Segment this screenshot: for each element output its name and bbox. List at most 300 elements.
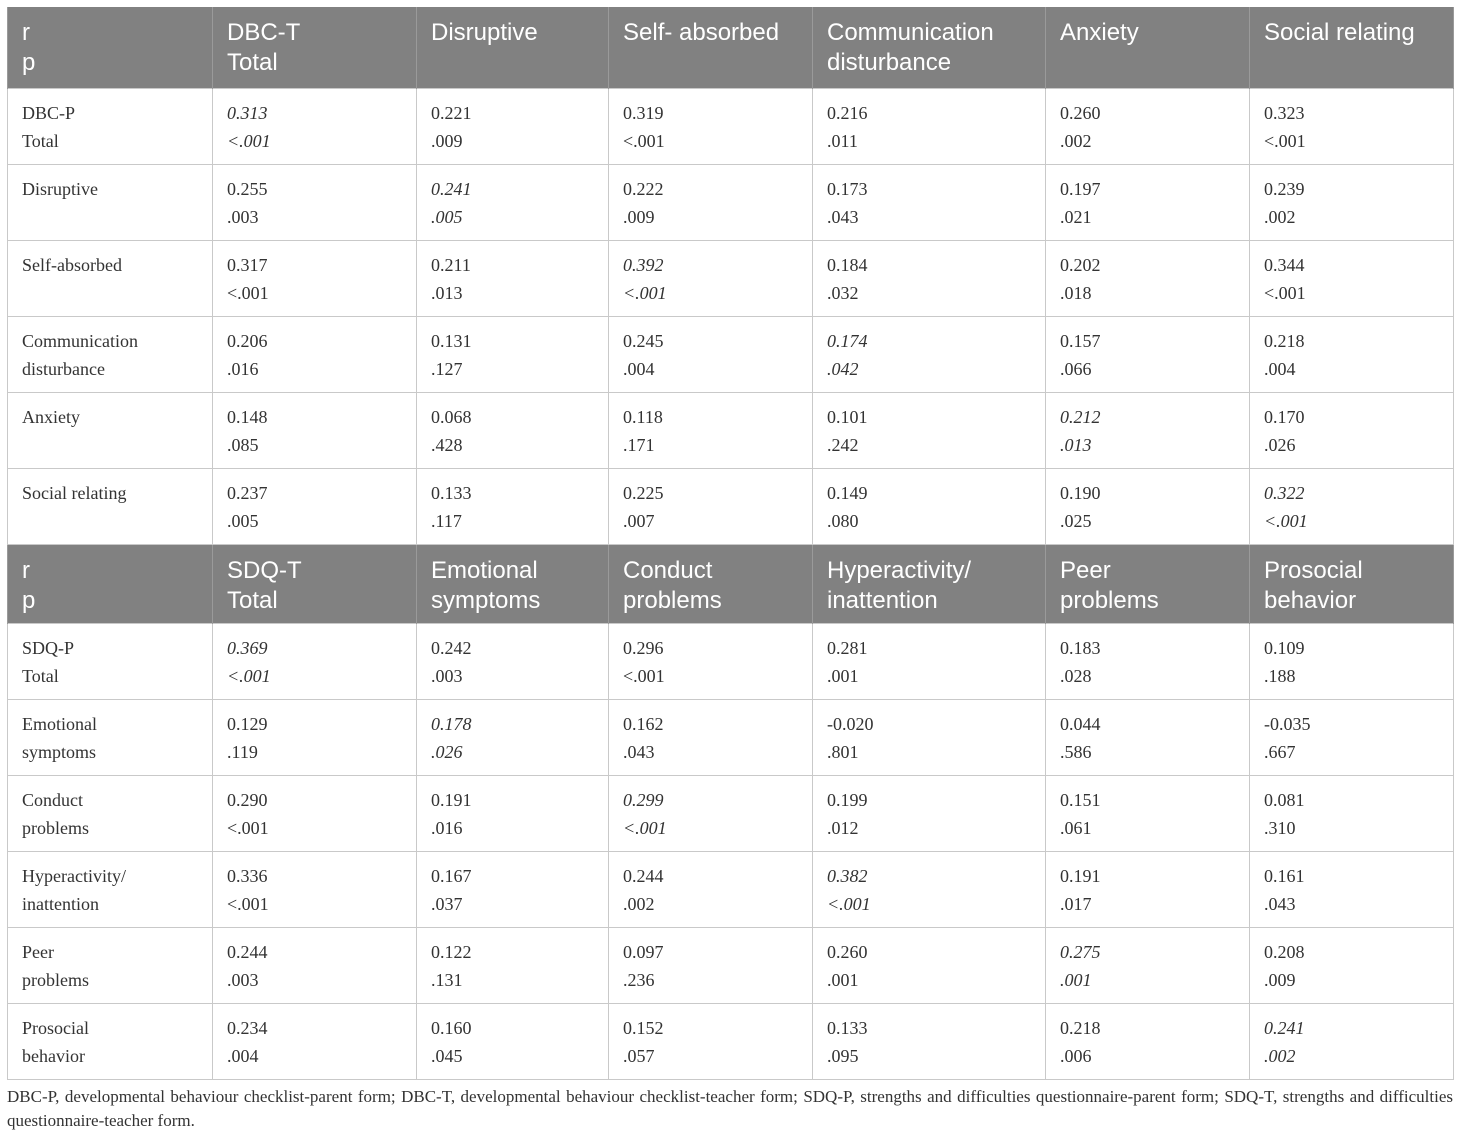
cell-line: .171 bbox=[623, 434, 655, 455]
cell-line: 0.211 bbox=[431, 254, 471, 275]
cell-line: inattention bbox=[827, 586, 938, 614]
cell-line: .003 bbox=[227, 969, 259, 990]
value-cell bbox=[813, 927, 1046, 1003]
value-cell bbox=[213, 623, 417, 699]
cell-line: 0.241 bbox=[1264, 1017, 1305, 1038]
row-label-cell bbox=[8, 851, 213, 927]
cell-line: Prosocial bbox=[22, 1017, 89, 1038]
value-cell bbox=[213, 851, 417, 927]
column-header-cell bbox=[813, 544, 1046, 623]
cell-line: 0.160 bbox=[431, 1017, 472, 1038]
cell-line: .005 bbox=[431, 206, 463, 227]
cell-line: 0.149 bbox=[827, 482, 868, 503]
cell-line: <.001 bbox=[623, 665, 665, 686]
table-row bbox=[8, 1003, 1454, 1079]
cell-line: 0.234 bbox=[227, 1017, 268, 1038]
cell-line: 0.044 bbox=[1060, 713, 1101, 734]
row-label-cell bbox=[8, 775, 213, 851]
value-cell bbox=[813, 851, 1046, 927]
cell-line: 0.212 bbox=[1060, 406, 1101, 427]
cell-line: 0.317 bbox=[227, 254, 268, 275]
header-row bbox=[8, 544, 1454, 623]
cell-line: 0.122 bbox=[431, 941, 472, 962]
cell-line: 0.199 bbox=[827, 789, 868, 810]
cell-line: .003 bbox=[431, 665, 463, 686]
cell-line: 0.109 bbox=[1264, 637, 1305, 658]
cell-line: 0.290 bbox=[227, 789, 268, 810]
cell-line: .016 bbox=[227, 358, 259, 379]
column-header-cell bbox=[1046, 544, 1250, 623]
row-label-cell bbox=[8, 699, 213, 775]
value-cell bbox=[813, 775, 1046, 851]
cell-line: .667 bbox=[1264, 741, 1296, 762]
column-header-cell bbox=[1250, 7, 1454, 88]
column-header-cell bbox=[1250, 544, 1454, 623]
cell-line: <.001 bbox=[227, 665, 271, 686]
value-cell bbox=[1046, 88, 1250, 164]
cell-line: 0.133 bbox=[827, 1017, 868, 1038]
cell-line: 0.216 bbox=[827, 102, 868, 123]
cell-line: .001 bbox=[1060, 969, 1092, 990]
corner-header-cell bbox=[8, 544, 213, 623]
value-cell bbox=[1250, 468, 1454, 544]
table-row bbox=[8, 851, 1454, 927]
cell-line: 0.260 bbox=[827, 941, 868, 962]
cell-line: .025 bbox=[1060, 510, 1092, 531]
value-cell bbox=[1046, 392, 1250, 468]
cell-line: 0.319 bbox=[623, 102, 664, 123]
row-label-cell bbox=[8, 468, 213, 544]
cell-line: 0.260 bbox=[1060, 102, 1101, 123]
cell-line: .117 bbox=[431, 510, 462, 531]
header-row bbox=[8, 7, 1454, 88]
cell-line: 0.081 bbox=[1264, 789, 1305, 810]
cell-line: 0.241 bbox=[431, 178, 472, 199]
value-cell bbox=[417, 851, 609, 927]
value-cell bbox=[813, 699, 1046, 775]
cell-line: 0.097 bbox=[623, 941, 664, 962]
value-cell bbox=[1046, 623, 1250, 699]
value-cell bbox=[1250, 927, 1454, 1003]
value-cell bbox=[1046, 927, 1250, 1003]
cell-line: .003 bbox=[227, 206, 259, 227]
cell-line: .026 bbox=[431, 741, 463, 762]
value-cell bbox=[813, 623, 1046, 699]
value-cell bbox=[417, 88, 609, 164]
cell-line: Emotional bbox=[431, 556, 538, 584]
cell-line: Peer bbox=[1060, 556, 1111, 584]
cell-line: .017 bbox=[1060, 893, 1092, 914]
value-cell bbox=[1250, 164, 1454, 240]
value-cell bbox=[417, 392, 609, 468]
table-body bbox=[8, 7, 1454, 1079]
value-cell bbox=[813, 316, 1046, 392]
value-cell bbox=[609, 164, 813, 240]
cell-line: <.001 bbox=[623, 817, 667, 838]
value-cell bbox=[813, 240, 1046, 316]
cell-line: 0.218 bbox=[1264, 330, 1305, 351]
cell-line: 0.157 bbox=[1060, 330, 1101, 351]
value-cell bbox=[813, 88, 1046, 164]
cell-line: .057 bbox=[623, 1045, 655, 1066]
cell-line: .002 bbox=[623, 893, 655, 914]
value-cell bbox=[417, 164, 609, 240]
value-cell bbox=[213, 316, 417, 392]
cell-line: 0.162 bbox=[623, 713, 664, 734]
cell-line: Anxiety bbox=[22, 406, 80, 427]
cell-line: -0.020 bbox=[827, 713, 874, 734]
cell-line: 0.101 bbox=[827, 406, 868, 427]
cell-line: 0.369 bbox=[227, 637, 268, 658]
value-cell bbox=[1250, 316, 1454, 392]
table-row bbox=[8, 88, 1454, 164]
value-cell bbox=[1046, 851, 1250, 927]
table-row bbox=[8, 392, 1454, 468]
value-cell bbox=[417, 1003, 609, 1079]
cell-line: .043 bbox=[1264, 893, 1296, 914]
cell-line: 0.191 bbox=[431, 789, 472, 810]
cell-line: problems bbox=[623, 586, 722, 614]
value-cell bbox=[213, 164, 417, 240]
cell-line: <.001 bbox=[227, 130, 271, 151]
table-row bbox=[8, 699, 1454, 775]
row-label-cell bbox=[8, 240, 213, 316]
cell-line: 0.382 bbox=[827, 865, 868, 886]
cell-line: .095 bbox=[827, 1045, 859, 1066]
correlation-table bbox=[7, 7, 1454, 1080]
value-cell bbox=[813, 392, 1046, 468]
cell-line: 0.131 bbox=[431, 330, 472, 351]
cell-line: SDQ-T bbox=[227, 556, 302, 584]
cell-line: Self- absorbed bbox=[623, 19, 780, 46]
value-cell bbox=[1250, 699, 1454, 775]
cell-line: Disruptive bbox=[431, 19, 538, 46]
cell-line: .013 bbox=[431, 282, 463, 303]
cell-line: 0.322 bbox=[1264, 482, 1305, 503]
cell-line: .236 bbox=[623, 969, 655, 990]
cell-line: .085 bbox=[227, 434, 259, 455]
cell-line: Conduct bbox=[623, 556, 713, 584]
table-row bbox=[8, 316, 1454, 392]
value-cell bbox=[609, 1003, 813, 1079]
cell-line: 0.151 bbox=[1060, 789, 1101, 810]
column-header-cell bbox=[417, 7, 609, 88]
cell-line: Communication bbox=[22, 330, 138, 351]
cell-line: .028 bbox=[1060, 665, 1092, 686]
cell-line: 0.129 bbox=[227, 713, 268, 734]
value-cell bbox=[417, 699, 609, 775]
value-cell bbox=[609, 851, 813, 927]
cell-line: Conduct bbox=[22, 789, 83, 810]
value-cell bbox=[1046, 316, 1250, 392]
cell-line: 0.190 bbox=[1060, 482, 1101, 503]
cell-line: 0.245 bbox=[623, 330, 664, 351]
value-cell bbox=[213, 927, 417, 1003]
cell-line: .131 bbox=[431, 969, 463, 990]
value-cell bbox=[1250, 1003, 1454, 1079]
row-label-cell bbox=[8, 316, 213, 392]
cell-line: Anxiety bbox=[1060, 19, 1139, 46]
cell-line: 0.237 bbox=[227, 482, 268, 503]
cell-line: .066 bbox=[1060, 358, 1092, 379]
cell-line: .016 bbox=[431, 817, 463, 838]
cell-line: .007 bbox=[623, 510, 655, 531]
cell-line: -0.035 bbox=[1264, 713, 1311, 734]
value-cell bbox=[1250, 851, 1454, 927]
cell-line: .004 bbox=[623, 358, 655, 379]
cell-line: 0.344 bbox=[1264, 254, 1305, 275]
table-row bbox=[8, 240, 1454, 316]
table-row bbox=[8, 164, 1454, 240]
value-cell bbox=[417, 468, 609, 544]
cell-line: problems bbox=[1060, 586, 1159, 614]
value-cell bbox=[609, 240, 813, 316]
cell-line: <.001 bbox=[227, 893, 269, 914]
cell-line: .061 bbox=[1060, 817, 1092, 838]
cell-line: Social relating bbox=[1264, 19, 1415, 46]
cell-line: 0.275 bbox=[1060, 941, 1101, 962]
cell-line: .127 bbox=[431, 358, 463, 379]
cell-line: 0.118 bbox=[623, 406, 663, 427]
cell-line: 0.152 bbox=[623, 1017, 664, 1038]
cell-line: <.001 bbox=[1264, 130, 1306, 151]
cell-line: symptoms bbox=[431, 586, 541, 614]
cell-line: r bbox=[22, 19, 30, 46]
cell-line: .009 bbox=[1264, 969, 1296, 990]
cell-line: <.001 bbox=[227, 282, 269, 303]
value-cell bbox=[213, 699, 417, 775]
cell-line: .005 bbox=[227, 510, 259, 531]
cell-line: .002 bbox=[1060, 130, 1092, 151]
cell-line: .013 bbox=[1060, 434, 1092, 455]
row-label-cell bbox=[8, 927, 213, 1003]
value-cell bbox=[213, 240, 417, 316]
cell-line: .045 bbox=[431, 1045, 463, 1066]
cell-line: p bbox=[22, 586, 36, 614]
cell-line: Self-absorbed bbox=[22, 254, 122, 275]
cell-line: .032 bbox=[827, 282, 859, 303]
table-row bbox=[8, 775, 1454, 851]
value-cell bbox=[609, 775, 813, 851]
cell-line: Hyperactivity/ bbox=[22, 865, 126, 886]
value-cell bbox=[609, 392, 813, 468]
cell-line: .001 bbox=[827, 665, 859, 686]
cell-line: 0.242 bbox=[431, 637, 472, 658]
column-header-cell bbox=[213, 544, 417, 623]
cell-line: Total bbox=[227, 49, 278, 76]
row-label-cell bbox=[8, 88, 213, 164]
cell-line: 0.255 bbox=[227, 178, 268, 199]
cell-line: SDQ-P bbox=[22, 637, 75, 658]
value-cell bbox=[213, 468, 417, 544]
cell-line: 0.174 bbox=[827, 330, 868, 351]
cell-line: 0.170 bbox=[1264, 406, 1305, 427]
value-cell bbox=[213, 392, 417, 468]
value-cell bbox=[417, 775, 609, 851]
cell-line: Prosocial bbox=[1264, 556, 1363, 584]
cell-line: problems bbox=[22, 817, 89, 838]
cell-line: .004 bbox=[1264, 358, 1296, 379]
cell-line: <.001 bbox=[623, 282, 667, 303]
row-label-cell bbox=[8, 392, 213, 468]
cell-line: 0.225 bbox=[623, 482, 664, 503]
cell-line: 0.068 bbox=[431, 406, 472, 427]
value-cell bbox=[1046, 775, 1250, 851]
cell-line: p bbox=[22, 49, 36, 76]
value-cell bbox=[1046, 1003, 1250, 1079]
value-cell bbox=[609, 468, 813, 544]
cell-line: 0.178 bbox=[431, 713, 472, 734]
value-cell bbox=[813, 1003, 1046, 1079]
cell-line: .119 bbox=[227, 741, 258, 762]
cell-line: Total bbox=[227, 586, 278, 614]
row-label-cell bbox=[8, 623, 213, 699]
cell-line: 0.313 bbox=[227, 102, 268, 123]
cell-line: .801 bbox=[827, 741, 859, 762]
cell-line: <.001 bbox=[623, 130, 665, 151]
cell-line: 0.221 bbox=[431, 102, 472, 123]
value-cell bbox=[1046, 240, 1250, 316]
cell-line: .002 bbox=[1264, 1045, 1296, 1066]
cell-line: 0.191 bbox=[1060, 865, 1101, 886]
cell-line: .004 bbox=[227, 1045, 259, 1066]
value-cell bbox=[1046, 164, 1250, 240]
cell-line: .001 bbox=[827, 969, 859, 990]
cell-line: .586 bbox=[1060, 741, 1092, 762]
cell-line: .009 bbox=[431, 130, 463, 151]
cell-line: .021 bbox=[1060, 206, 1092, 227]
cell-line: 0.244 bbox=[227, 941, 268, 962]
cell-line: inattention bbox=[22, 893, 99, 914]
cell-line: r bbox=[22, 556, 30, 584]
column-header-cell bbox=[609, 544, 813, 623]
column-header-cell bbox=[213, 7, 417, 88]
value-cell bbox=[813, 164, 1046, 240]
value-cell bbox=[1046, 468, 1250, 544]
column-header-cell bbox=[417, 544, 609, 623]
cell-line: 0.281 bbox=[827, 637, 868, 658]
cell-line: .012 bbox=[827, 817, 859, 838]
value-cell bbox=[813, 468, 1046, 544]
table-row bbox=[8, 468, 1454, 544]
value-cell bbox=[609, 927, 813, 1003]
value-cell bbox=[417, 623, 609, 699]
value-cell bbox=[1250, 88, 1454, 164]
cell-line: Total bbox=[22, 130, 59, 151]
table-footnote: DBC-P, developmental behaviour checklist-parent form; DBC-T, developmental behaviour checklist-teacher form; SDQ-P, strengths and difficulties questionnaire-parent form; SDQ-T, strengths and difficulties questionnaire-teacher form. bbox=[7, 1087, 1453, 1130]
cell-line: .009 bbox=[623, 206, 655, 227]
cell-line: .002 bbox=[1264, 206, 1296, 227]
cell-line: Peer bbox=[22, 941, 54, 962]
cell-line: 0.239 bbox=[1264, 178, 1305, 199]
cell-line: .242 bbox=[827, 434, 859, 455]
column-header-cell bbox=[813, 7, 1046, 88]
cell-line: 0.197 bbox=[1060, 178, 1101, 199]
cell-line: .043 bbox=[623, 741, 655, 762]
value-cell bbox=[609, 316, 813, 392]
cell-line: Total bbox=[22, 665, 59, 686]
cell-line: 0.208 bbox=[1264, 941, 1305, 962]
cell-line: behavior bbox=[22, 1045, 85, 1066]
cell-line: 0.222 bbox=[623, 178, 664, 199]
cell-line: <.001 bbox=[227, 817, 269, 838]
cell-line: 0.336 bbox=[227, 865, 268, 886]
value-cell bbox=[213, 88, 417, 164]
cell-line: 0.167 bbox=[431, 865, 472, 886]
cell-line: 0.244 bbox=[623, 865, 664, 886]
column-header-cell bbox=[1046, 7, 1250, 88]
cell-line: .011 bbox=[827, 130, 858, 151]
cell-line: .018 bbox=[1060, 282, 1092, 303]
cell-line: Social relating bbox=[22, 482, 127, 503]
cell-line: .006 bbox=[1060, 1045, 1092, 1066]
cell-line: 0.202 bbox=[1060, 254, 1101, 275]
cell-line: Hyperactivity/ bbox=[827, 556, 972, 584]
cell-line: .080 bbox=[827, 510, 859, 531]
cell-line: <.001 bbox=[827, 893, 871, 914]
cell-line: .188 bbox=[1264, 665, 1296, 686]
cell-line: Disruptive bbox=[22, 178, 98, 199]
corner-header-cell bbox=[8, 7, 213, 88]
value-cell bbox=[1250, 775, 1454, 851]
cell-line: 0.133 bbox=[431, 482, 472, 503]
cell-line: behavior bbox=[1264, 586, 1357, 614]
cell-line: .026 bbox=[1264, 434, 1296, 455]
cell-line: .042 bbox=[827, 358, 859, 379]
cell-line: DBC-P bbox=[22, 102, 76, 123]
value-cell bbox=[1250, 240, 1454, 316]
cell-line: 0.184 bbox=[827, 254, 868, 275]
value-cell bbox=[213, 1003, 417, 1079]
cell-line: 0.173 bbox=[827, 178, 868, 199]
cell-line: disturbance bbox=[22, 358, 105, 379]
cell-line: 0.148 bbox=[227, 406, 268, 427]
cell-line: 0.161 bbox=[1264, 865, 1305, 886]
cell-line: symptoms bbox=[22, 741, 97, 762]
value-cell bbox=[417, 240, 609, 316]
cell-line: <.001 bbox=[1264, 282, 1306, 303]
cell-line: Emotional bbox=[22, 713, 97, 734]
column-header-cell bbox=[609, 7, 813, 88]
cell-line: DBC-T bbox=[227, 19, 301, 46]
cell-line: .428 bbox=[431, 434, 463, 455]
value-cell bbox=[609, 699, 813, 775]
value-cell bbox=[609, 623, 813, 699]
value-cell bbox=[1250, 392, 1454, 468]
cell-line: 0.299 bbox=[623, 789, 664, 810]
cell-line: 0.392 bbox=[623, 254, 664, 275]
cell-line: disturbance bbox=[827, 49, 952, 76]
table-row bbox=[8, 927, 1454, 1003]
cell-line: 0.323 bbox=[1264, 102, 1305, 123]
cell-line: 0.183 bbox=[1060, 637, 1101, 658]
cell-line: .037 bbox=[431, 893, 463, 914]
value-cell bbox=[1046, 699, 1250, 775]
value-cell bbox=[609, 88, 813, 164]
value-cell bbox=[417, 316, 609, 392]
cell-line: problems bbox=[22, 969, 89, 990]
row-label-cell bbox=[8, 164, 213, 240]
cell-line: 0.218 bbox=[1060, 1017, 1101, 1038]
table-row bbox=[8, 623, 1454, 699]
cell-line: .043 bbox=[827, 206, 859, 227]
cell-line: <.001 bbox=[1264, 510, 1308, 531]
value-cell bbox=[1250, 623, 1454, 699]
cell-line: 0.206 bbox=[227, 330, 268, 351]
row-label-cell bbox=[8, 1003, 213, 1079]
value-cell bbox=[213, 775, 417, 851]
cell-line: Communication bbox=[827, 19, 994, 46]
